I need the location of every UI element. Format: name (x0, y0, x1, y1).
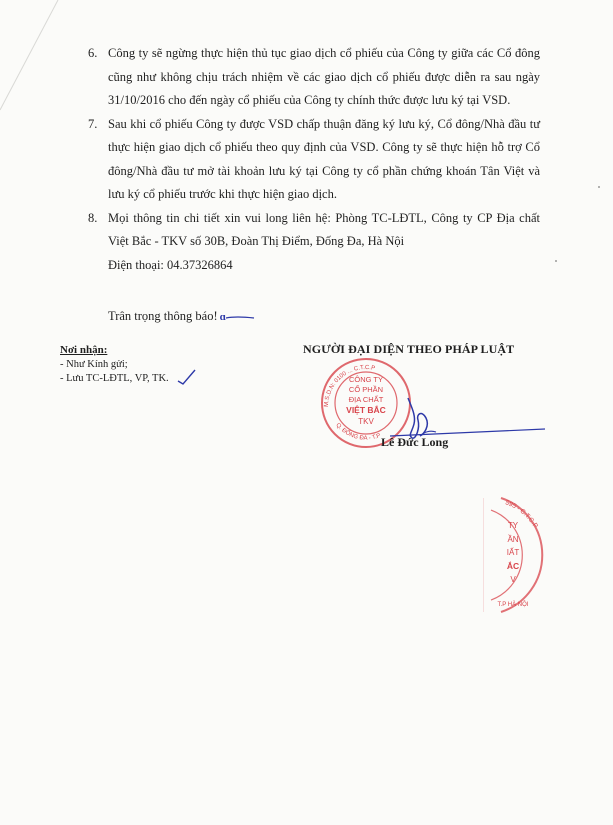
recipients-block (60, 343, 169, 387)
item-text: Mọi thông tin chi tiết xin vui long liên hệ: Phòng TC-LĐTL, Công ty CP Địa chất Việt Bắc - TKV số 30B, Đoàn Thị Điểm, Đống Đa, Hà Nội (108, 210, 540, 248)
seal-line: CÔNG TY (348, 375, 384, 384)
signer-name: Lê Đức Long (381, 435, 449, 449)
notice-items (88, 42, 540, 277)
closing-line (108, 308, 226, 325)
seal-ring-text: 595 - C.T.C.P (504, 499, 539, 530)
seal-line: ẮC (506, 561, 520, 571)
seal-ring-text: Q. ĐỐNG ĐA - T.P (334, 422, 382, 442)
signature (350, 380, 550, 450)
seal-line: IẤT (506, 548, 520, 557)
item-text: Sau khi cổ phiếu Công ty được VSD chấp thuận đăng ký lưu ký, Cổ đông/Nhà đầu tư thực hiện giao dịch cổ phiếu theo quy định của VSD. Công ty sẽ thực hiện hỗ trợ Cổ đông/Nhà đầu tư mở tài khoản lưu ký tại Công ty cổ phần chứng khoán Tân Việt và lưu ký cổ phiếu trước khi thực hiện giao dịch. (108, 116, 540, 201)
seal-line: ĐỊA CHẤT (348, 395, 384, 404)
seal-ring-text: M.S.D.N: 0100 ... C.T.C.P (323, 364, 376, 408)
handwritten-dash (226, 315, 256, 321)
scan-speck (555, 260, 557, 262)
representative-title: NGƯỜI ĐẠI DIỆN THEO PHÁP LUẬT (303, 342, 515, 356)
handwritten-initial: ɑ (219, 311, 226, 323)
seal-line: TY (507, 521, 519, 530)
seal-line: CỔ PHẦN (348, 385, 384, 394)
item-number: 6. (88, 46, 98, 60)
notice-item-8 (88, 207, 540, 278)
seal-ring-text: T.P HÀ NỘI (497, 602, 529, 608)
recipients-title: Nơi nhận: (60, 344, 108, 356)
seal-line: ẦN (507, 535, 519, 544)
phone-line: Điện thoại: 04.37326864 (108, 257, 233, 272)
item-number: 8. (88, 210, 98, 225)
recipient-line: - Như Kính gửi; (60, 358, 128, 370)
partial-company-seal (483, 492, 573, 617)
item-number: 7. (88, 116, 98, 131)
seal-line: VIỆT BẮC (346, 405, 386, 415)
closing-text: Trân trọng thông báo! (108, 309, 218, 323)
item-text: Công ty sẽ ngừng thực hiện thủ tục giao dịch cổ phiếu của Công ty giữa các Cổ đông cũng như không chịu trách nhiệm về các giao dịch cổ phiếu được diễn ra sau ngày 31/10/2016 cho đến ngày cổ phiếu của Công ty chính thức được lưu ký tại VSD. (108, 46, 540, 107)
notice-item-6 (88, 42, 540, 113)
recipient-line: - Lưu TC-LĐTL, VP, TK. (60, 373, 169, 384)
seal-line: V (510, 575, 516, 584)
scan-speck (598, 186, 600, 188)
notice-item-7 (88, 113, 540, 207)
seal-line: TKV (358, 417, 374, 426)
handwritten-tick (176, 367, 198, 387)
